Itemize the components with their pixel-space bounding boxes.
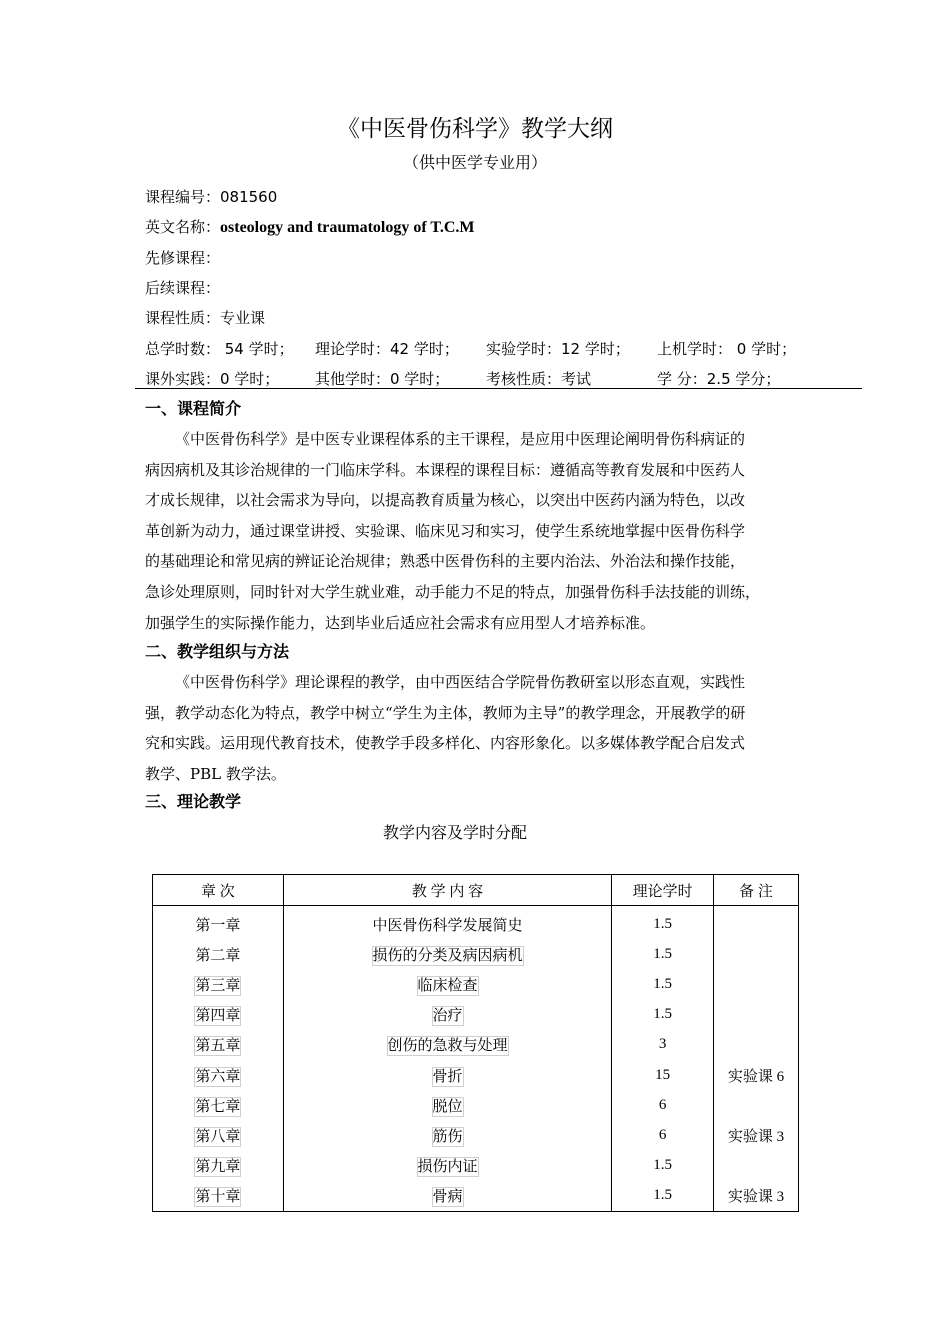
note-cell: 实验课 3	[727, 1189, 785, 1206]
chapter-cell: 第九章	[195, 1159, 241, 1176]
header-content: 教 学 内 容	[283, 875, 611, 906]
paragraph-line: 教学、PBL 教学法。	[145, 764, 286, 783]
content-cell: 治疗	[432, 1008, 463, 1025]
other-hours: 其他学时：0 学时；	[315, 370, 450, 388]
header-theory-hours: 理论学时	[612, 875, 714, 906]
document-subtitle: （供中医学专业用）	[402, 153, 547, 172]
hours-cell: 6	[658, 1126, 667, 1143]
document-title: 《中医骨伤科学》教学大纲	[337, 116, 613, 142]
table-row	[153, 1120, 799, 1150]
assessment-type: 考核性质：考试	[486, 370, 592, 388]
table-row	[153, 939, 799, 969]
paragraph-line: 革创新为动力，通过课堂讲授、实验课、临床见习和实习，使学生系统地掌握中医骨伤科学	[145, 521, 746, 540]
table-row	[153, 1090, 799, 1120]
content-cell: 骨病	[432, 1189, 463, 1206]
note-cell: 实验课 6	[727, 1068, 785, 1085]
english-name-label: 英文名称：	[145, 218, 221, 236]
course-nature: 课程性质：专业课	[145, 309, 266, 327]
table-row	[153, 1060, 799, 1090]
computer-hours: 上机学时： 0 学时；	[657, 340, 797, 358]
extracurricular-hours: 课外实践：0 学时；	[145, 370, 280, 388]
chapter-cell: 第二章	[195, 947, 241, 964]
header-notes: 备 注	[714, 875, 799, 906]
content-cell: 损伤内证	[417, 1159, 478, 1176]
paragraph-line: 的基础理论和常见病的辨证论治规律；熟悉中医骨伤科的主要内治法、外治法和操作技能，	[145, 552, 746, 571]
paragraph-line: 究和实践。运用现代教育技术，使教学手段多样化、内容形象化。以多媒体教学配合启发式	[145, 734, 746, 753]
paragraph-line: 急诊处理原则，同时针对大学生就业难，动手能力不足的特点，加强骨伤科手法技能的训练，	[145, 582, 761, 601]
hours-cell: 1.5	[653, 975, 673, 992]
chapter-cell: 第四章	[195, 1008, 241, 1025]
paragraph-line: 强，教学动态化为特点，教学中树立“学生为主体，教师为主导”的教学理念，开展教学的研	[145, 703, 746, 722]
chapter-cell: 第六章	[195, 1068, 241, 1085]
content-cell: 创伤的急救与处理	[387, 1038, 508, 1055]
hours-cell: 1.5	[653, 1006, 673, 1023]
table-row	[153, 906, 799, 940]
paragraph-line: 加强学生的实际操作能力，达到毕业后适应社会需求有应用型人才培养标准。	[145, 613, 656, 632]
paragraph-line: 才成长规律，以社会需求为导向，以提高教育质量为核心，以突出中医药内涵为特色，以改	[145, 491, 746, 510]
hours-cell: 1.5	[653, 1187, 673, 1204]
table-row	[153, 1151, 799, 1181]
course-prerequisite: 先修课程：	[145, 249, 221, 267]
hours-cell: 6	[658, 1096, 667, 1113]
chapter-cell: 第一章	[195, 917, 241, 934]
table-header-row	[153, 875, 799, 906]
section-3-heading: 三、理论教学	[145, 792, 242, 811]
hours-cell: 1.5	[653, 1157, 673, 1174]
english-name-value: osteology and traumatology of T.C.M	[220, 219, 475, 236]
hours-cell: 1.5	[653, 945, 673, 962]
note-cell: 实验课 3	[727, 1128, 785, 1145]
content-cell: 筋伤	[432, 1128, 463, 1145]
hours-allocation-table	[152, 874, 799, 1212]
theory-hours: 理论学时：42 学时；	[315, 340, 459, 358]
total-hours: 总学时数： 54 学时；	[145, 340, 294, 358]
chapter-cell: 第七章	[195, 1098, 241, 1115]
table-title: 教学内容及学时分配	[382, 823, 527, 842]
content-cell: 损伤的分类及病因病机	[372, 947, 523, 964]
table-row	[153, 969, 799, 999]
lab-hours: 实验学时：12 学时；	[486, 340, 630, 358]
credits: 学 分：2.5 学分；	[657, 370, 781, 388]
section-2-body	[145, 667, 811, 789]
content-cell: 临床检查	[417, 977, 478, 994]
content-cell: 脱位	[432, 1098, 463, 1115]
paragraph-line: 《中医骨伤科学》是中医专业课程体系的主干课程，是应用中医理论阐明骨伤科病证的	[175, 430, 746, 448]
section-1-body	[145, 424, 811, 638]
table-row	[153, 1181, 799, 1212]
chapter-cell: 第十章	[195, 1189, 241, 1206]
chapter-cell: 第三章	[195, 977, 241, 994]
header-chapter: 章 次	[153, 875, 284, 906]
hours-cell: 15	[655, 1066, 671, 1083]
content-cell: 骨折	[432, 1068, 463, 1085]
section-1-heading: 一、课程简介	[145, 399, 242, 418]
chapter-cell: 第八章	[195, 1128, 241, 1145]
hours-cell: 1.5	[653, 915, 673, 932]
course-english-name	[145, 216, 475, 237]
chapter-cell: 第五章	[195, 1038, 241, 1055]
course-followup: 后续课程：	[145, 279, 221, 297]
paragraph-line: 《中医骨伤科学》理论课程的教学，由中西医结合学院骨伤教研室以形态直观，实践性	[175, 673, 746, 691]
content-cell: 中医骨伤科学发展简史	[372, 917, 523, 934]
course-code: 课程编号：081560	[145, 188, 278, 206]
section-2-heading: 二、教学组织与方法	[145, 642, 290, 661]
table-row	[153, 1000, 799, 1030]
paragraph-line: 病因病机及其诊治规律的一门临床学科。本课程的课程目标：遵循高等教育发展和中医药人	[145, 460, 746, 479]
header-divider	[135, 388, 862, 389]
hours-cell: 3	[658, 1036, 667, 1053]
table-row	[153, 1030, 799, 1060]
